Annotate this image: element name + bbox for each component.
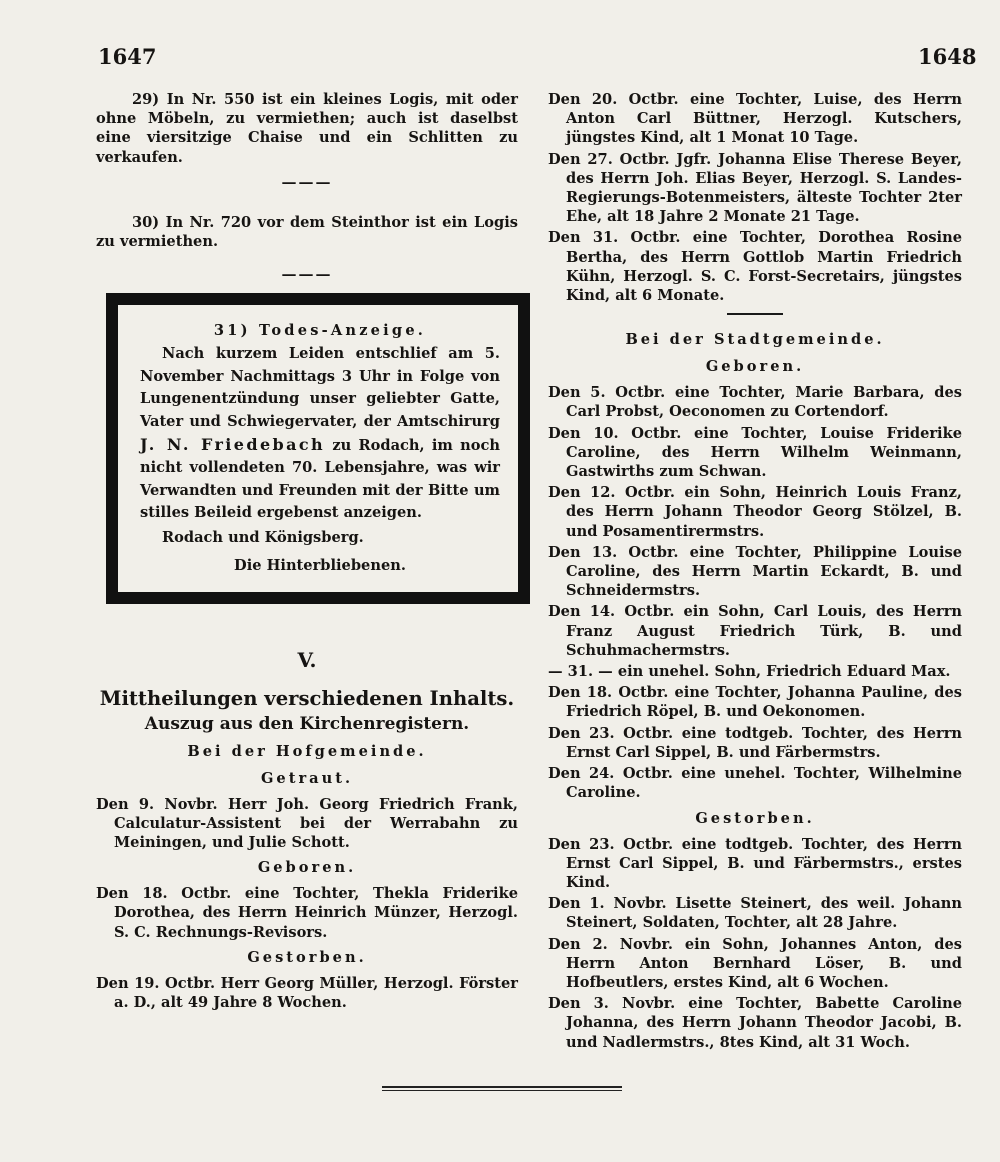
advertisement-29: 29) In Nr. 550 ist ein kleines Logis, mit oder ohne Möbeln, zu vermiethen; auch ist daselbst eine viersitzige Chaise und ein Schlitten zu verkaufen. [96,91,518,166]
register-entry: Den 2. Novbr. ein Sohn, Johannes Anton, des Herrn Anton Bernhard Löser, B. und Hofbeutlers, erstes Kind, alt 6 Wochen. [548,935,962,991]
section-number: V. [297,647,317,672]
stadt-geboren-heading: Geboren. [705,358,805,376]
getraut-list [96,795,518,853]
register-entry: Den 10. Octbr. eine Tochter, Louise Friderike Caroline, des Herrn Wilhelm Weinmann, Gastwirths zum Schwan. [548,424,962,481]
register-entry: Den 31. Octbr. eine Tochter, Dorothea Rosine Bertha, des Herrn Gottlob Martin Friedrich Kühn, Herzogl. S. C. Forst-Secretairs, jüngstes Kind, alt 6 Monate. [548,229,962,305]
register-entry: — 31. — ein unehel. Sohn, Friedrich Eduard Max. [548,663,951,681]
register-entry: Den 13. Octbr. eine Tochter, Philippine Louise Caroline, des Herrn Martin Eckardt, B. und Schneidermstrs. [548,543,962,600]
left-column [96,90,518,1014]
register-entry: Den 20. Octbr. eine Tochter, Luise, des Herrn Anton Carl Büttner, Herzogl. Kutschers, jüngstes Kind, alt 1 Monat 10 Tage. [548,91,962,147]
register-entry: Den 5. Octbr. eine Tochter, Marie Barbara, des Carl Probst, Oeconomen zu Cortendorf. [548,384,962,421]
register-entry: Den 18. Octbr. eine Tochter, Thekla Friderike Dorothea, des Herrn Heinrich Münzer, Herzogl. S. C. Rechnungs-Revisors. [96,885,518,941]
gestorben-list [96,974,518,1012]
register-entry: Den 23. Octbr. eine todtgeb. Tochter, des Herrn Ernst Carl Sippel, B. und Färbermstrs. [548,724,962,761]
register-entry: Den 3. Novbr. eine Tochter, Babette Caroline Johanna, des Herrn Johann Theodor Jacobi, B. und Nadlermstrs., 8tes Kind, alt 31 Woch. [548,995,962,1051]
advertisement-30: 30) In Nr. 720 vor dem Steinthor ist ein Logis zu vermiethen. [96,213,518,251]
geboren-list [96,884,518,942]
getraut-heading: Getraut. [260,769,354,787]
death-notice-title: 31) Todes-Anzeige. [213,322,427,340]
geboren-list-continued [548,90,962,305]
register-entry: Den 23. Octbr. eine todtgeb. Tochter, des Herrn Ernst Carl Sippel, B. und Färbermstrs., erstes Kind. [548,835,962,891]
hofgemeinde-heading: Bei der Hofgemeinde. [187,742,427,760]
gestorben-heading: Gestorben. [247,948,367,966]
death-notice-signature: Die Hinterbliebenen. [234,556,406,574]
death-notice-box [106,293,530,603]
section-title: Mittheilungen verschiedenen Inhalts. [99,686,515,710]
page-number-left: 1647 [98,44,157,69]
register-entry: Den 14. Octbr. ein Sohn, Carl Louis, des Herrn Franz August Friedrich Türk, B. und Schuhmachermstrs. [548,603,962,659]
page-number-right: 1648 [918,44,977,69]
right-column [548,90,962,1054]
register-entry: Den 27. Octbr. Jgfr. Johanna Elise Therese Beyer, des Herrn Joh. Elias Beyer, Herzogl. S. Landes-Regierungs-Botenmeisters, älteste Tochter 2ter Ehe, alt 18 Jahre 2 Monate 21 Tage. [548,150,962,226]
stadt-gestorben-heading: Gestorben. [695,809,815,827]
separator: ——— [281,265,333,284]
register-entry: Den 1. Novbr. Lisette Steinert, des weil. Johann Steinert, Soldaten, Tochter, alt 28 Jahre. [548,895,962,932]
death-notice-place: Rodach und Königsberg. [162,528,364,546]
deceased-name: J. N. Friedebach [140,434,326,454]
register-entry: Den 18. Octbr. eine Tochter, Johanna Pauline, des Friedrich Röpel, B. und Oekonomen. [548,684,962,721]
stadtgemeinde-heading: Bei der Stadtgemeinde. [625,331,885,349]
death-notice-text-before-name: Nach kurzem Leiden entschlief am 5. November Nachmittags 3 Uhr in Folge von Lungenentzündung unser geliebter Gatte, Vater und Schwiegervater, der Amtschirurg [140,345,500,430]
geboren-heading: Geboren. [257,859,357,877]
stadt-gestorben-list [548,835,962,1052]
section-subtitle: Auszug aus den Kirchenregistern. [144,713,470,734]
register-entry: Den 19. Octbr. Herr Georg Müller, Herzogl. Förster a. D., alt 49 Jahre 8 Wochen. [96,974,518,1011]
death-notice-text-after-name: zu Rodach, im noch nicht vollendeten 70. Lebensjahre, was wir Verwandten und Freunden mit der Bitte um stilles Beileid ergebenst anzeigen. [140,436,500,522]
separator-rule [727,313,783,315]
register-entry: Den 12. Octbr. ein Sohn, Heinrich Louis Franz, des Herrn Johann Theodor Georg Stölzel, B. und Posamentirermstrs. [548,484,962,540]
death-notice-text [140,343,500,525]
register-entry: Den 24. Octbr. eine unehel. Tochter, Wilhelmine Caroline. [548,765,962,802]
bottom-rule [382,1086,622,1091]
register-entry: Den 9. Novbr. Herr Joh. Georg Friedrich Frank, Calculatur-Assistent bei der Werrabahn zu Meiningen, und Julie Schott. [96,795,518,851]
stadt-geboren-list [548,383,962,802]
separator: ——— [281,172,333,191]
